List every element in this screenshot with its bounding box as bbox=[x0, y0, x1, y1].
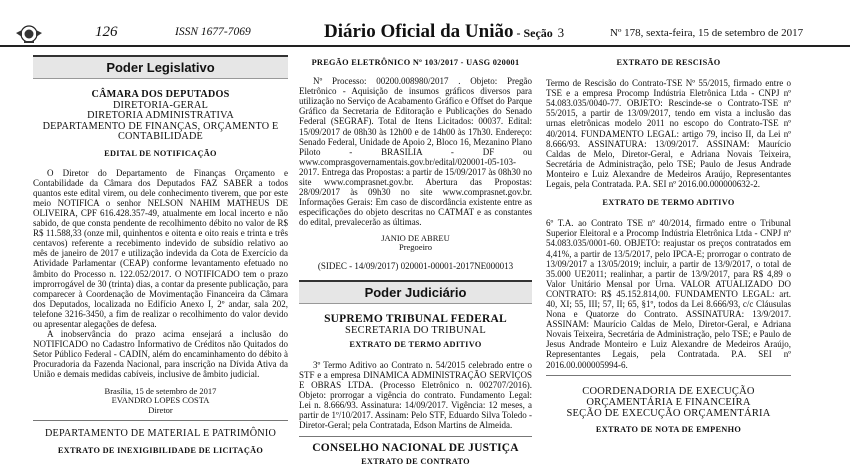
section-band-judiciario: Poder Judiciário bbox=[299, 280, 532, 304]
signature-name: EVANDRO LOPES COSTA bbox=[111, 395, 210, 406]
notice-paragraph-2: A inobservância do prazo acima ensejará a inclusão do NOTIFICADO no Cadastro Informativo de Créditos não Quitados do Setor Público Federal - CADIN, além do encaminhamento do débito à Procuradoria da Fazenda Nacional, para inscrição na Dívida Ativa da União e demais medidas cabíveis, inclusive de âmbito judicial. bbox=[33, 329, 288, 380]
signature-date: Brasília, 15 de setembro de 2017 bbox=[104, 385, 217, 396]
section-band-legislativo: Poder Legislativo bbox=[33, 55, 288, 79]
org-departamento-financas: DEPARTAMENTO DE FINANÇAS, ORÇAMENTO E CONTABILIDADE bbox=[42, 120, 279, 142]
dept-material: DEPARTAMENTO DE MATERIAL E PATRIMÔNIO bbox=[44, 428, 277, 440]
court-name: SUPREMO TRIBUNAL FEDERAL bbox=[324, 312, 507, 325]
coord-line-2: ORÇAMENTÁRIA E FINANCEIRA bbox=[586, 396, 751, 408]
coord-line-1: COORDENADORIA DE EXECUÇÃO bbox=[582, 385, 755, 397]
org-diretoria-administrativa: DIRETORIA ADMINISTRATIVA bbox=[87, 110, 234, 121]
header-rule bbox=[0, 45, 850, 47]
org-camara: CÂMARA DOS DEPUTADOS bbox=[91, 89, 230, 100]
coord-line-3: SEÇÃO DE EXECUÇÃO ORÇAMENTÁRIA bbox=[566, 407, 771, 419]
council-extract: EXTRATO DE CONTRATO bbox=[361, 457, 470, 467]
notice-inexigibilidade: EXTRATO DE INEXIGIBILIDADE DE LICITAÇÃO bbox=[57, 445, 264, 455]
notice-title: EDITAL DE NOTIFICAÇÃO bbox=[104, 148, 217, 158]
rescisao-text: Termo de Rescisão do Contrato-TSE Nº 55/2015, firmado entre o TSE e a empresa Procomp Indústria Eletrônica Ltda - CNPJ nº 54.083.035/0040-77. OBJETO: Rescinde-se o Contrato-TSE nº 55/2015, a partir de 13/09/2017, tendo em vista a inclusão das urnas eletrônicas modelo 2011 no escopo do Contrato-TSE nº 40/2014. FUNDAMENTO LEGAL: artigo 79, inciso II, da Lei nº 8.666/93. ASSINATURA: 13/09/2017. ASSINAM: Maurício Caldas de Melo, Diretor-Geral, e Adriana Novais Teixeira, Secretária de Administração, pelo TSE; Paulo de Jesus Andrade Monteiro e Luiz Alexandre de Medeiros Araújo, Representantes Legais, pela Contratada. P.A. SEI nº 2016.00.000000632-2. bbox=[546, 78, 791, 190]
extract-title: EXTRATO DE TERMO ADITIVO bbox=[349, 339, 482, 349]
org-diretoria-geral: DIRETORIA-GERAL bbox=[112, 99, 209, 111]
empenho-title: EXTRATO DE NOTA DE EMPENHO bbox=[595, 424, 742, 434]
council-name: CONSELHO NACIONAL DE JUSTIÇA bbox=[312, 442, 519, 455]
pregao-heading: PREGÃO ELETRÔNICO Nº 103/2017 - UASG 020001 bbox=[311, 58, 520, 67]
gazette-name: Diário Oficial da União bbox=[324, 21, 514, 42]
divider bbox=[546, 375, 791, 376]
rescisao-title: EXTRATO DE RESCISÃO bbox=[616, 58, 721, 67]
pregoeiro-name: JANIO DE ABREU bbox=[381, 232, 450, 243]
notice-paragraph-1: O Diretor do Departamento de Finanças Orçamento e Contabilidade da Câmara dos Deputados FAZ SABER a todos quantos este edital virem, ou dele conhecimento tiverem, que por este meio NOTIFICA o senhor NELSON NAHIM MATHEUS DE OLIVEIRA, CPF 616.428.357-49, atualmente em local incerto e não sabido, de que consta pendente de recolhimento débito no valor de R$ R$ 11.588,33 (onze mil, quinhentos e oitenta e oito reais e trinta e três centavos) referente a recebimento indevido de subsídio relativo ao mês de janeiro de 2017 e utilização indevida da Cota de Exercício da Atividade Parlamentar (CEAP) conforme levantamento efetuado no âmbito do Processo n. 122.052/2017. O NOTIFICADO tem o prazo improrrogável de 30 (trinta) dias, a contar da presente publicação, para comparecer à Coordenação de Movimentação Financeira da Câmara dos Deputados, localizada no Edifício Anexo I, 2º andar, sala 202, telefone 3216-3450, a fim de realizar o recolhimento do valor devido ou apresentar alegações de defesa. bbox=[33, 167, 288, 329]
section-number: 3 bbox=[557, 25, 565, 40]
signature-role: Diretor bbox=[148, 404, 173, 415]
pregao-text: Nº Processo: 00200.008980/2017 . Objeto: Pregão Eletrônico - Aquisição de insumos gráficos diversos para utilização no Serviço de Acabamento Gráfico e Offset do Parque Gráfico da Secretaria de Editoração e Publicações do Senado Federal (SEGRAF). Total de Itens Licitados: 00037. Edital: 15/09/2017 de 08h30 às 12h00 e de 14h00 às 17h30. Endereço: Senado Federal, Unidade de Apoio 2, Bloco 16, Mezanino Plano Piloto - BRASILIA - DF ou www.comprasgovernamentais.gov.br/edital/020001-05-103-2017. Entrega das Propostas: a partir de 15/09/2017 às 08h30 no site www.comprasnet.gov.br. Abertura das Propostas: 28/09/2017 às 09h30 no site www.comprasnet.gov.br. Informações Gerais: Em caso de discordância existente entre as especificações do objeto descritas no CATMAT e as constantes do edital, prevalecerão as últimas. bbox=[299, 76, 532, 228]
coat-of-arms-icon bbox=[12, 25, 46, 44]
extract-text: 3º Termo Aditivo ao Contrato n. 54/2015 celebrado entre o STF e a empresa DINAMICA ADMINISTRAÇÃO SERVIÇOS E OBRAS LTDA. (Processo Eletrônico n. 002707/2016). Objeto: prorrogar a vigência do contrato. Fundamento Legal: Lei n. 8.666/93. Assinatura: 14/09/2017. Vigência: 12 meses, a partir de 1º/10/2017. Assinam: Pelo STF, Eduardo Silva Toledo - Diretor-Geral; pela Contratada, Edson Martins de Almeida. bbox=[299, 359, 533, 431]
aditivo-text: 6º T.A. ao Contrato TSE nº 40/2014, firmado entre o Tribunal Superior Eleitoral e a Procomp Indústria Eletrônica Ltda - CNPJ nº 54.083.035/0001-60. OBJETO: reajustar os preços contratados em 4,41%, a partir de 13/5/2017, pelo IPCA-E; prorrogar o contrato de 13/09/2017 a 13/05/2019; incluir, a partir de 13/9/2017, o total de 35.000 UE2011; realinhar, a partir de 13/9/2017, para R$ 4,89 o Valor Unitário Mensal por Urna. VALOR ATUALIZADO DO CONTRATO: R$ 45.152.814,00. FUNDAMENTO LEGAL: art. 40, XI; 55, III; 57, II; 65, §1º, todos da Lei 8.666/93, c/c Cláusulas Nona e Quatorze do Contrato. ASSINATURA: 13/9/2017. ASSINAM: Maurício Caldas de Melo, Diretor-Geral, e Adriana Novais Teixeira, Secretária de Administração, pelo TSE; e Paulo de Jesus Andrade Monteiro e Luiz Alexandre de Medeiros Araújo, Representantes Legais, pela Contratada. P.A. SEI nº 2016.00.000005994-6. bbox=[546, 218, 791, 370]
column-legislativo bbox=[33, 50, 288, 456]
court-secretariat: SECRETARIA DO TRIBUNAL bbox=[344, 324, 487, 336]
pregoeiro-role: Pregoeiro bbox=[398, 242, 433, 252]
issn: ISSN 1677-7069 bbox=[175, 26, 251, 38]
page-number: 126 bbox=[95, 24, 118, 40]
sidec-code: (SIDEC - 14/09/2017) 020001-00001-2017NE000013 bbox=[317, 260, 514, 271]
section-label: - Seção bbox=[513, 26, 553, 40]
divider bbox=[299, 436, 532, 437]
column-right bbox=[546, 50, 791, 435]
column-middle bbox=[299, 50, 532, 467]
divider bbox=[33, 420, 288, 421]
gazette-title bbox=[324, 21, 564, 43]
aditivo-title: EXTRATO DE TERMO ADITIVO bbox=[602, 198, 735, 208]
issue-info: Nº 178, sexta-feira, 15 de setembro de 2017 bbox=[610, 27, 804, 39]
